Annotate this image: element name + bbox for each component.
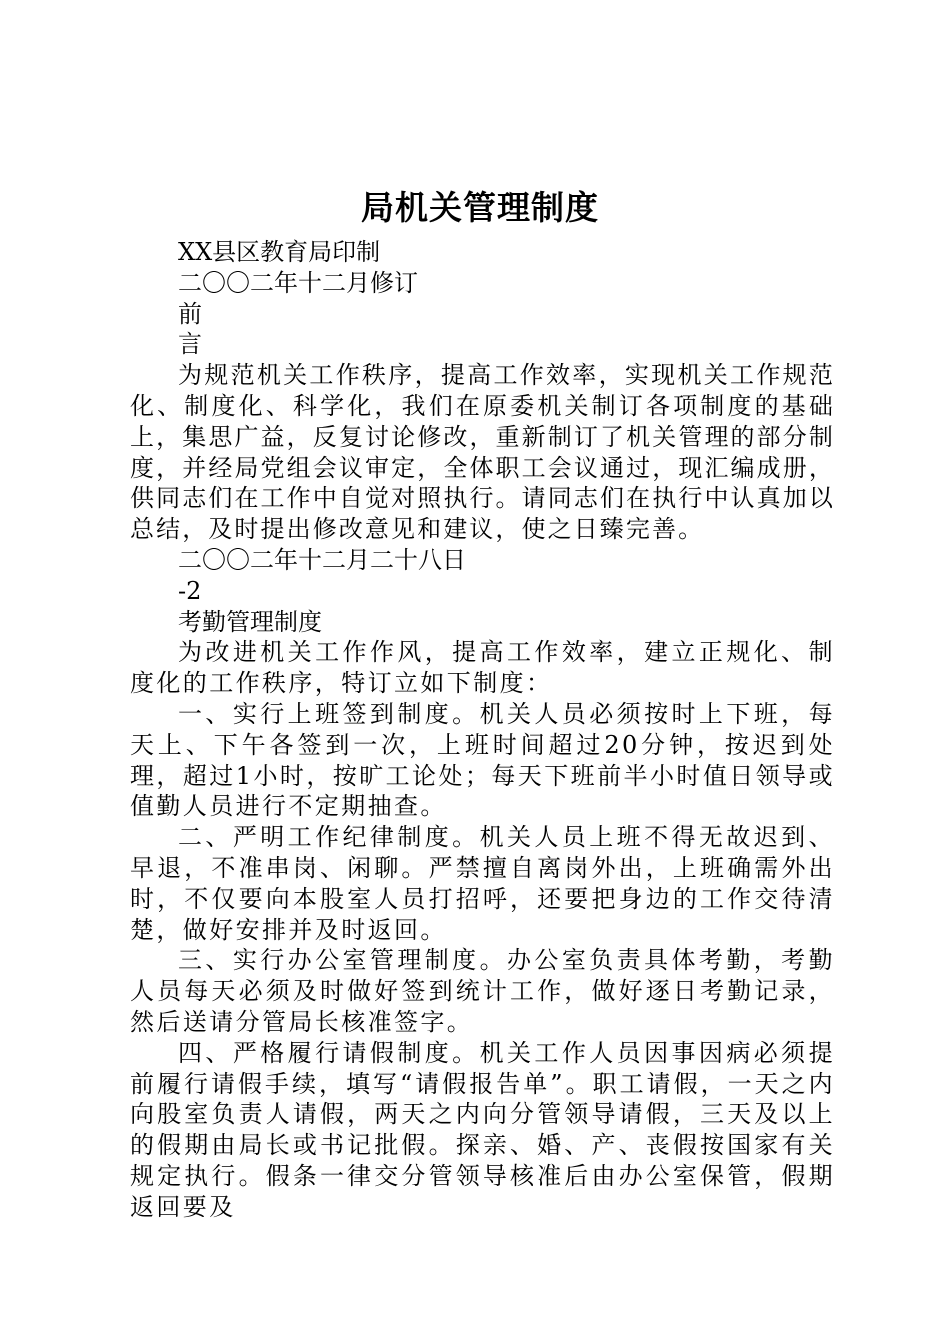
rule-4-paragraph: 四、严格履行请假制度。机关工作人员因事因病必须提前履行请假手续，填写“请假报告单”。职工请假，一天之内向股室负责人请假，两天之内向分管领导请假，三天及以上的假期由局长或书记批假。探亲、婚、产、丧假按国家有关规定执行。假条一律交分管领导核准后由办公室保管，假期返回要及 <box>130 1038 835 1221</box>
section-intro-paragraph: 为改进机关工作作风，提高工作效率，建立正规化、制度化的工作秩序，特订立如下制度： <box>130 638 835 698</box>
issuer-line: XX县区教育局印制 <box>178 238 381 266</box>
preface-heading-char-1: 前 <box>178 299 202 328</box>
rule-3-paragraph: 三、实行办公室管理制度。办公室负责具体考勤，考勤人员每天必须及时做好签到统计工作，做好逐日考勤记录，然后送请分管局长核准签字。 <box>130 946 835 1036</box>
document-body <box>130 237 835 1223</box>
rule-1-paragraph: 一、实行上班签到制度。机关人员必须按时上下班，每天上、下午各签到一次，上班时间超过20分钟，按迟到处理，超过1小时，按旷工论处；每天下班前半小时值日领导或值勤人员进行不定期抽查。 <box>130 699 835 821</box>
preface-date: 二〇〇二年十二月二十八日 <box>178 545 466 574</box>
document-title: 局机关管理制度 <box>361 188 599 227</box>
preface-heading-char-2: 言 <box>178 330 202 359</box>
section-title: 考勤管理制度 <box>178 607 322 636</box>
rule-2-paragraph: 二、严明工作纪律制度。机关人员上班不得无故迟到、早退，不准串岗、闲聊。严禁擅自离岗外出，上班确需外出时，不仅要向本股室人员打招呼，还要把身边的工作交待清楚，做好安排并及时返回。 <box>130 823 835 944</box>
revision-date: 二〇〇二年十二月修订 <box>178 268 418 297</box>
page-marker: -2 <box>178 576 202 605</box>
preface-paragraph: 为规范机关工作秩序，提高工作效率，实现机关工作规范化、制度化、科学化，我们在原委机关制订各项制度的基础上，集思广益，反复讨论修改，重新制订了机关管理的部分制度，并经局党组会议审定，全体职工会议通过，现汇编成册，供同志们在工作中自觉对照执行。请同志们在执行中认真加以总结，及时提出修改意见和建议，使之日臻完善。 <box>130 361 835 544</box>
